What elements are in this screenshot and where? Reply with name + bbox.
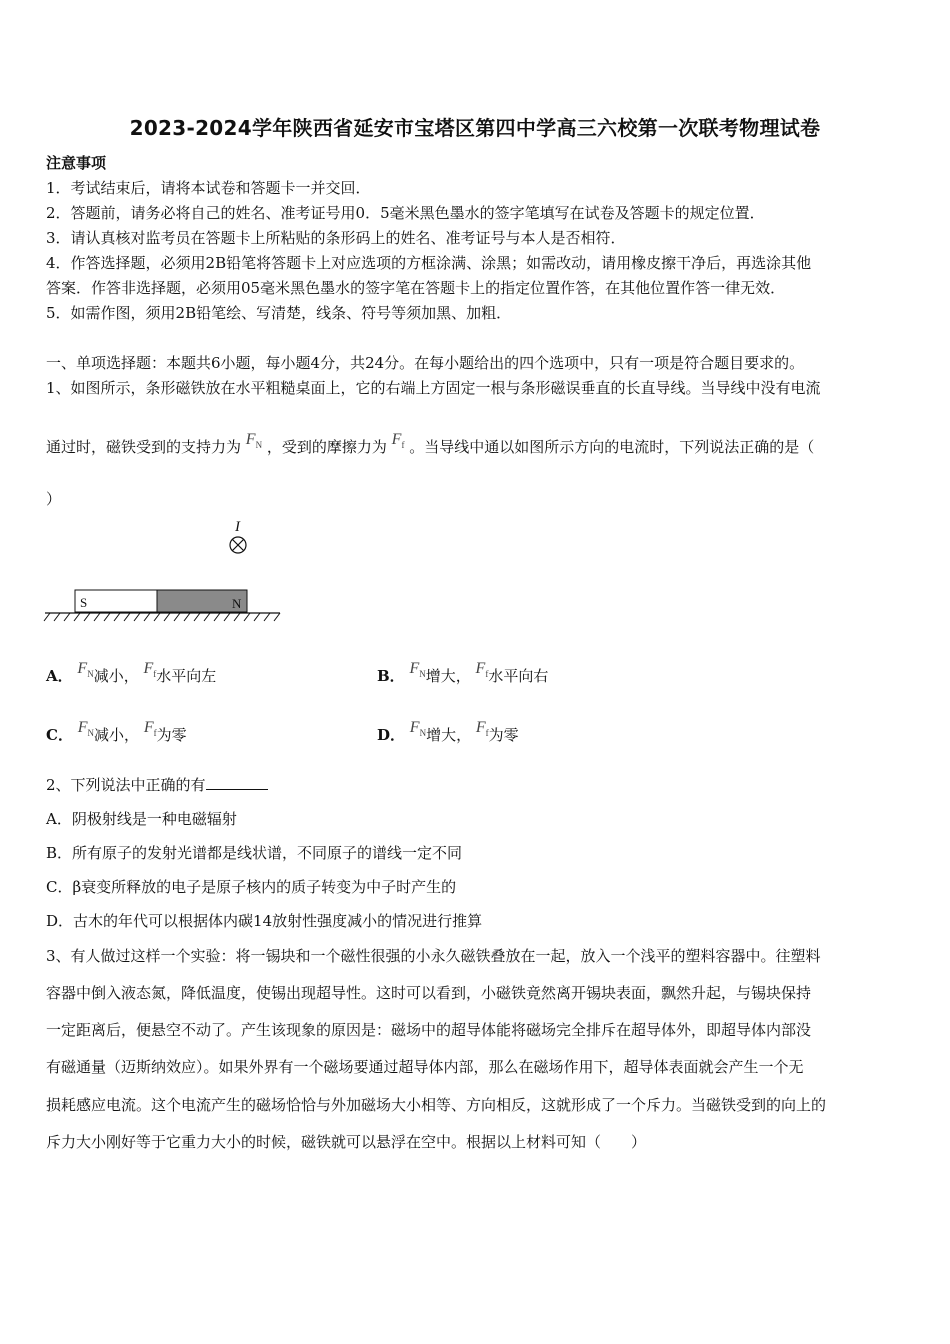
magnet-figure	[40, 515, 290, 630]
current-into-page-icon	[230, 537, 246, 553]
notice-item: 3．请认真核对监考员在答题卡上所粘贴的条形码上的姓名、准考证号与本人是否相符．	[46, 229, 626, 247]
support-force-symbol: $F_N$	[409, 660, 426, 680]
q3-stem-line: 3、有人做过这样一个实验：将一锡块和一个磁性很强的小永久磁铁叠放在一起，放入一个浅平的塑料容器中。往塑料	[46, 947, 821, 965]
table-hatching	[44, 613, 280, 621]
friction-force-symbol: $F_f$	[143, 719, 157, 739]
q1-option-b[interactable]: B． $F_N$增大， $F_f$水平向右	[377, 660, 549, 685]
q3-stem-line: 有磁通量（迈斯纳效应）。如果外界有一个磁场要通过超导体内部，那么在磁场作用下，超导体表面就会产生一个无	[46, 1058, 804, 1076]
q1-option-a[interactable]: A． $F_N$减小， $F_f$水平向左	[46, 660, 217, 685]
notice-item: 4．作答选择题，必须用2B铅笔将答题卡上对应选项的方框涂满、涂黑；如需改动，请用橡皮擦干净后，再选涂其他	[46, 254, 812, 272]
notice-item: 1．考试结束后，请将本试卷和答题卡一并交回．	[46, 179, 371, 197]
support-force-symbol: $F_N$	[245, 431, 263, 451]
q3-stem-line: 损耗感应电流。这个电流产生的磁场恰恰与外加磁场大小相等、方向相反，这就形成了一个斥力。当磁铁受到的向上的	[46, 1096, 827, 1114]
north-pole-label: N	[232, 596, 242, 611]
q2-option-b[interactable]: B．所有原子的发射光谱都是线状谱，不同原子的谱线一定不同	[46, 844, 463, 862]
friction-force-symbol: $F_f$	[475, 719, 489, 739]
south-pole-label: S	[80, 595, 88, 610]
support-force-symbol: $F_N$	[409, 719, 427, 739]
notice-item: 答案．作答非选择题，必须用05毫米黑色墨水的签字笔在答题卡上的指定位置作答，在其他位置作答一律无效．	[46, 279, 786, 297]
support-force-symbol: $F_N$	[77, 719, 95, 739]
q3-stem-line: 一定距离后，便悬空不动了。产生该现象的原因是：磁场中的超导体能将磁场完全排斥在超导体外，即超导体内部没	[46, 1021, 812, 1039]
q1-stem-line2	[46, 431, 815, 458]
answer-blank[interactable]	[206, 777, 268, 790]
friction-force-symbol: $F_f$	[143, 660, 157, 680]
q2-option-a[interactable]: A．阴极射线是一种电磁辐射	[46, 810, 237, 828]
magnet-south-half	[75, 590, 157, 612]
q3-stem-line: 斥力大小刚好等于它重力大小的时候，磁铁就可以悬浮在空中。根据以上材料可知（ ）	[46, 1133, 647, 1151]
notice-item: 2．答题前，请务必将自己的姓名、准考证号用0．5毫米黑色墨水的签字笔填写在试卷及答题卡的规定位置．	[46, 204, 765, 222]
exam-title: 2023-2024学年陕西省延安市宝塔区第四中学高三六校第一次联考物理试卷	[129, 116, 821, 140]
q1-stem-line1: 1、如图所示，条形磁铁放在水平粗糙桌面上，它的右端上方固定一根与条形磁误垂直的长直导线。当导线中没有电流	[46, 379, 821, 397]
friction-force-symbol: $F_f$	[391, 431, 405, 451]
section-heading: 一、单项选择题：本题共6小题，每小题4分，共24分。在每小题给出的四个选项中，只有一项是符合题目要求的。	[46, 354, 805, 372]
q2-stem: 2、下列说法中正确的有	[46, 774, 268, 795]
q2-option-c[interactable]: C．β衰变所释放的电子是原子核内的质子转变为中子时产生的	[46, 878, 457, 896]
notice-heading: 注意事项	[46, 154, 107, 172]
q1-option-c[interactable]: C． $F_N$减小， $F_f$为零	[46, 719, 187, 744]
support-force-symbol: $F_N$	[77, 660, 94, 680]
q1-option-d[interactable]: D． $F_N$增大， $F_f$为零	[377, 719, 519, 744]
current-label: I	[235, 519, 240, 535]
notice-item: 5．如需作图，须用2B铅笔绘、写清楚，线条、符号等须加黑、加粗．	[46, 304, 512, 322]
q1-text: 。当导线中通以如图所示方向的电流时，下列说法正确的是（	[409, 438, 815, 456]
q1-text: 通过时，磁铁受到的支持力为	[46, 438, 242, 456]
friction-force-symbol: $F_f$	[475, 660, 489, 680]
q3-stem-line: 容器中倒入液态氮，降低温度，使锡出现超导性。这时可以看到，小磁铁竟然离开锡块表面，飘然升起，与锡块保持	[46, 984, 812, 1002]
q2-option-d[interactable]: D．古木的年代可以根据体内碳14放射性强度减小的情况进行推算	[46, 912, 483, 930]
q1-text: ，受到的摩擦力为	[266, 438, 387, 456]
q1-stem-line3: ）	[46, 490, 62, 508]
